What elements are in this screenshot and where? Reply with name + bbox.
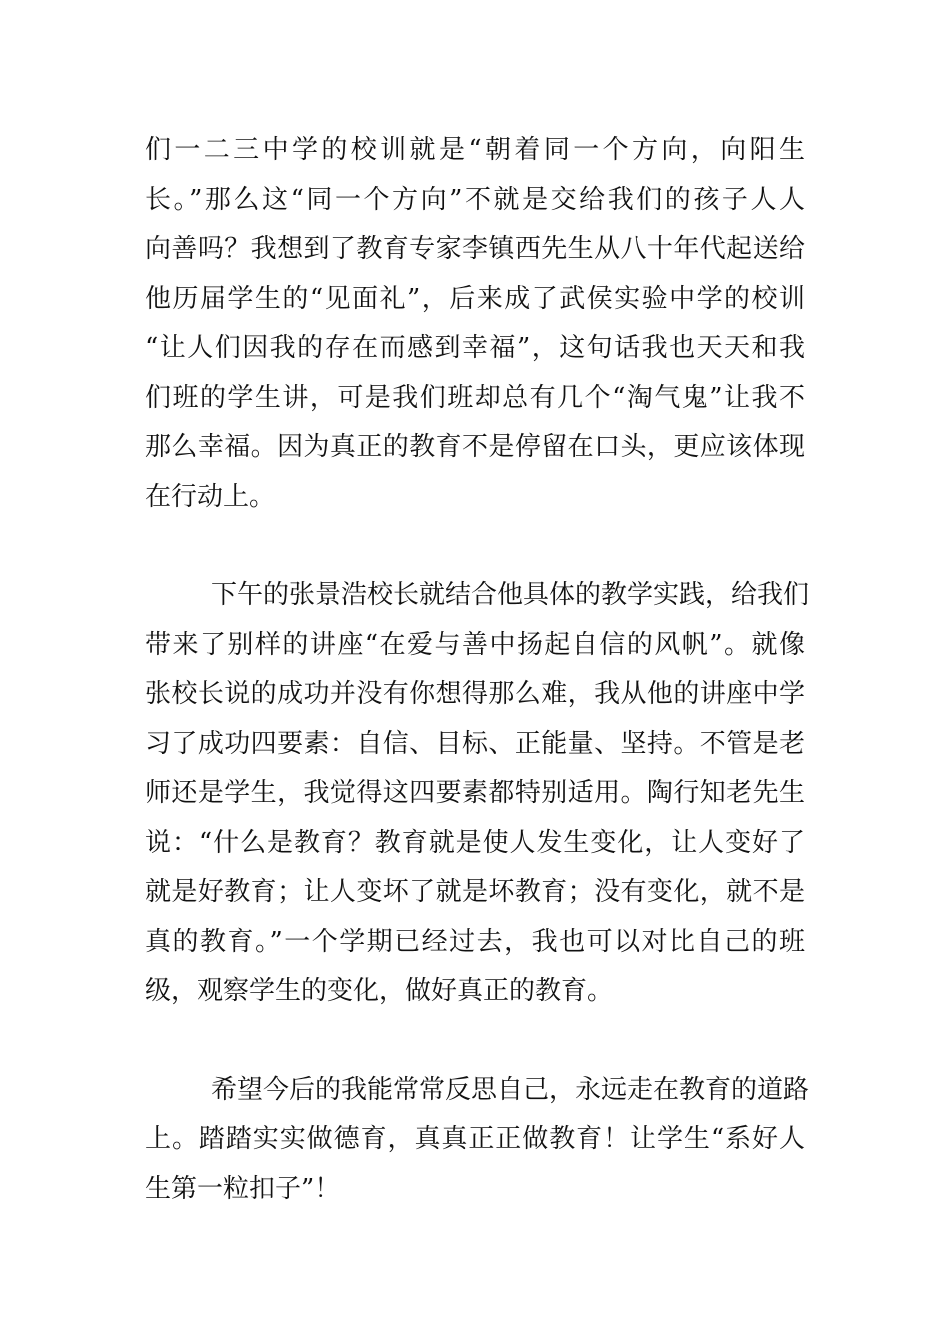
text-line: 生第一粒扣子”！ (145, 1173, 341, 1204)
text-line: 真的教育。”一个学期已经过去，我也可以对比自己的班 (145, 926, 805, 957)
text-line: 长。”那么这“同一个方向”不就是交给我们的孩子人人 (145, 184, 805, 215)
text-line: 他历届学生的“见面礼”，后来成了武侯实验中学的校训 (145, 283, 805, 314)
text-line: 带来了别样的讲座“在爱与善中扬起自信的风帆”。就像 (145, 629, 805, 660)
text-line: 就是好教育；让人变坏了就是坏教育；没有变化，就不是 (145, 877, 805, 907)
text-line: 下午的张景浩校长就结合他具体的教学实践，给我们 (211, 580, 810, 610)
text-line: 那么幸福。因为真正的教育不是停留在口头，更应该体现 (145, 432, 805, 462)
text-line: 在行动上。 (145, 481, 276, 512)
paragraph-2 (145, 571, 810, 1017)
text-line: 说：“什么是教育？教育就是使人发生变化，让人变好了 (145, 827, 805, 858)
text-line: “让人们因我的存在而感到幸福”，这句话我也天天和我 (145, 333, 805, 363)
text-line: 级，观察学生的变化，做好真正的教育。 (145, 976, 614, 1006)
paragraph-3 (145, 1066, 810, 1215)
text-line: 张校长说的成功并没有你想得那么难，我从他的讲座中学 (145, 679, 805, 709)
paragraph-1 (145, 126, 805, 522)
document-body (145, 126, 810, 1214)
text-line: 向善吗？我想到了教育专家李镇西先生从八十年代起送给 (145, 234, 805, 264)
text-line: 师还是学生，我觉得这四要素都特别适用。陶行知老先生 (145, 778, 805, 808)
text-line: 习了成功四要素：自信、目标、正能量、坚持。不管是老 (145, 728, 805, 759)
text-line: 们一二三中学的校训就是“朝着同一个方向，向阳生 (145, 135, 805, 165)
text-line: 上。踏踏实实做德育，真真正正做教育！让学生“系好人 (145, 1124, 805, 1154)
text-line: 们班的学生讲，可是我们班却总有几个“淘气鬼”让我不 (145, 382, 805, 413)
text-line: 希望今后的我能常常反思自己，永远走在教育的道路 (211, 1074, 810, 1105)
